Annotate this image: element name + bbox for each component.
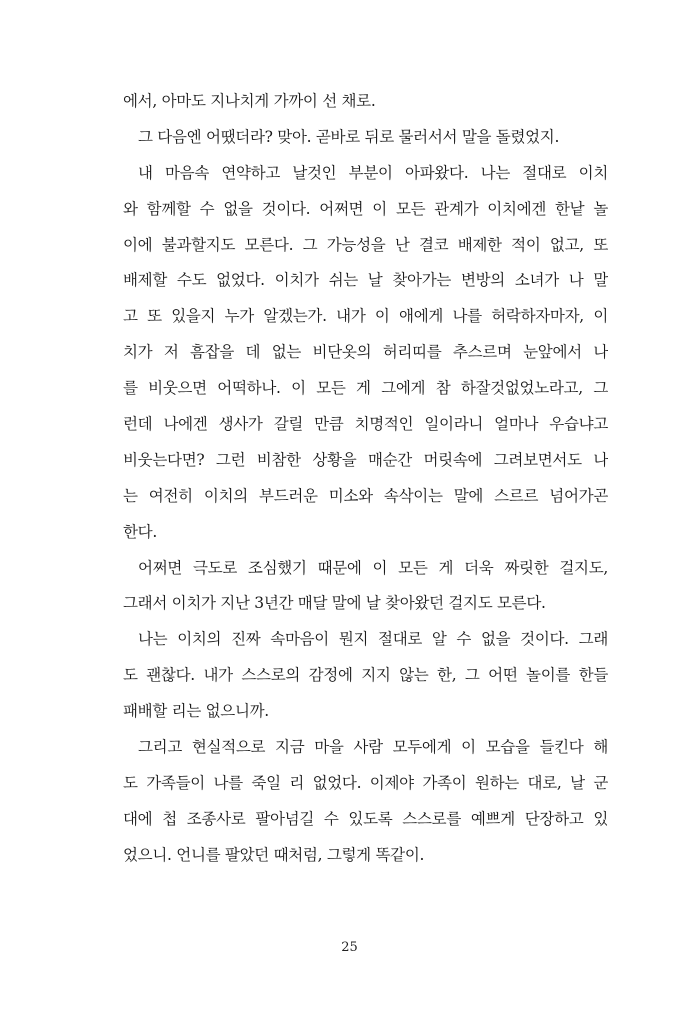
text-line: 그 다음엔 어땠더라? 맞아. 곧바로 뒤로 물러서서 말을 돌렸었지.: [138, 127, 560, 146]
text-line: 치가 저 흠잡을 데 없는 비단옷의 허리띠를 추스르며 눈앞에서 나: [123, 343, 608, 362]
text-line: 대에 첩 조종사로 팔아넘길 수 있도록 스스로를 예쁘게 단장하고 있: [123, 809, 608, 828]
body-text: [123, 84, 608, 874]
text-line: 내 마음속 연약하고 날것인 부분이 아파왔다. 나는 절대로 이치: [138, 163, 608, 182]
text-line: 이에 불과할지도 모른다. 그 가능성을 난 결코 배제한 적이 없고, 또: [123, 235, 608, 254]
text-line: 는 여전히 이치의 부드러운 미소와 속삭이는 말에 스르르 넘어가곤: [123, 486, 608, 505]
page-number: 25: [341, 940, 358, 955]
text-line: 나는 이치의 진짜 속마음이 뭔지 절대로 알 수 없을 것이다. 그래: [138, 630, 608, 649]
text-line: 런데 나에겐 생사가 갈릴 만큼 치명적인 일이라니 얼마나 우습냐고: [123, 415, 608, 434]
text-line: 어쩌면 극도로 조심했기 때문에 이 모든 게 더욱 짜릿한 걸지도,: [138, 558, 608, 577]
text-line: 패배할 리는 없으니까.: [123, 702, 269, 721]
text-line: 와 함께할 수 없을 것이다. 어쩌면 이 모든 관계가 이치에겐 한낱 놀: [123, 199, 608, 218]
text-line: 배제할 수도 없었다. 이치가 쉬는 날 찾아가는 변방의 소녀가 나 말: [123, 271, 608, 290]
text-line: 한다.: [123, 522, 157, 541]
text-line: 도 가족들이 나를 죽일 리 없었다. 이제야 가족이 원하는 대로, 날 군: [123, 773, 608, 792]
text-line: 고 또 있을지 누가 알겠는가. 내가 이 애에게 나를 허락하자마자, 이: [123, 307, 608, 326]
text-line: 그래서 이치가 지난 3년간 매달 말에 날 찾아왔던 걸지도 모른다.: [123, 594, 546, 613]
text-line: 를 비웃으면 어떡하나. 이 모든 게 그에게 참 하잘것없었노라고, 그: [123, 379, 608, 398]
text-line: 에서, 아마도 지나치게 가까이 선 채로.: [123, 92, 376, 110]
text-line: 비웃는다면? 그런 비참한 상황을 매순간 머릿속에 그려보면서도 나: [123, 450, 608, 469]
text-line: 도 괜찮다. 내가 스스로의 감정에 지지 않는 한, 그 어떤 놀이를 한들: [123, 666, 608, 685]
text-line: 그리고 현실적으로 지금 마을 사람 모두에게 이 모습을 들킨다 해: [138, 738, 608, 757]
text-line: 었으니. 언니를 팔았던 때처럼, 그렇게 똑같이.: [123, 845, 425, 864]
